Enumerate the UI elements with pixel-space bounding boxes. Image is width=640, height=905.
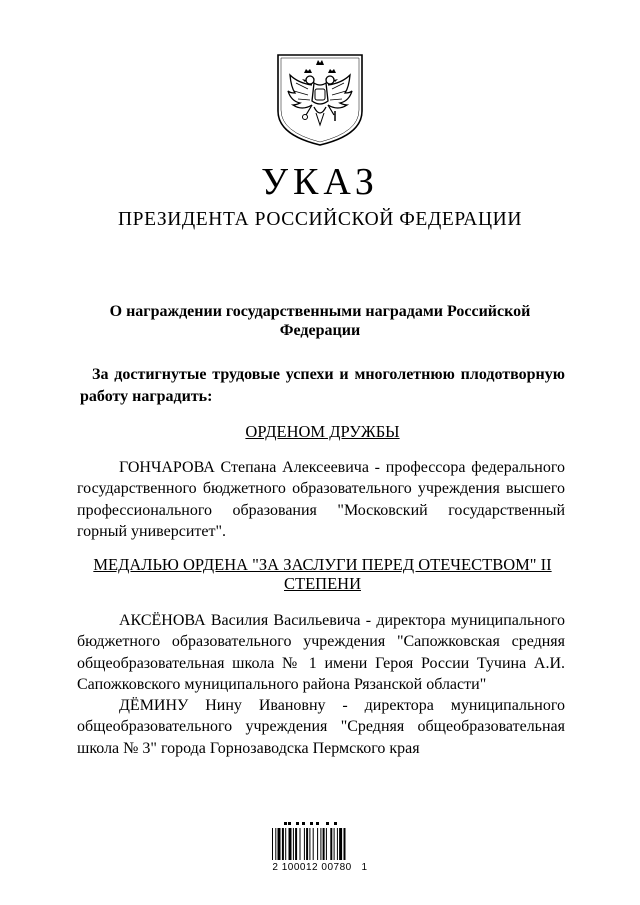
decree-subject: О награждении государственными наградами Российской Федерации: [109, 303, 531, 339]
document-subtitle: ПРЕЗИДЕНТА РОССИЙСКОЙ ФЕДЕРАЦИИ: [117, 209, 523, 230]
document-title: УКАЗ: [261, 161, 379, 203]
decree-intro: За достигнутые трудовые успехи и многолетнюю плодотворную работу наградить:: [80, 366, 565, 405]
award-heading-order-of-friendship: ОРДЕНОМ ДРУЖБЫ: [245, 422, 400, 441]
barcode-number: 2 100012 00780 1: [272, 862, 368, 873]
recipient-paragraph: ДЁМИНУ Нину Ивановну - директора муниципального общеобразовательного учреждения "Средняя общеобразовательная школа № 3" города Горнозаводска Пермского края: [77, 697, 565, 757]
barcode-graphic: [268, 820, 378, 866]
recipient-paragraph: АКСЁНОВА Василия Васильевича - директора муниципального бюджетного образовательного учреждения "Сапожковская средняя общеобразовательная школа № 1 имени Героя России Тучина А.И. Сапожковского муниципального района Рязанской области": [77, 612, 565, 693]
coat-of-arms-emblem: [274, 53, 366, 147]
award-heading-medal-of-merit: МЕДАЛЬЮ ОРДЕНА "ЗА ЗАСЛУГИ ПЕРЕД ОТЕЧЕСТВОМ" II СТЕПЕНИ: [93, 555, 552, 593]
recipient-paragraph: ГОНЧАРОВА Степана Алексеевича - профессора федерального государственного бюджетного образовательного учреждения высшего профессионального образования "Московский государственный горный университет".: [77, 459, 565, 540]
barcode-bars: [272, 822, 346, 860]
